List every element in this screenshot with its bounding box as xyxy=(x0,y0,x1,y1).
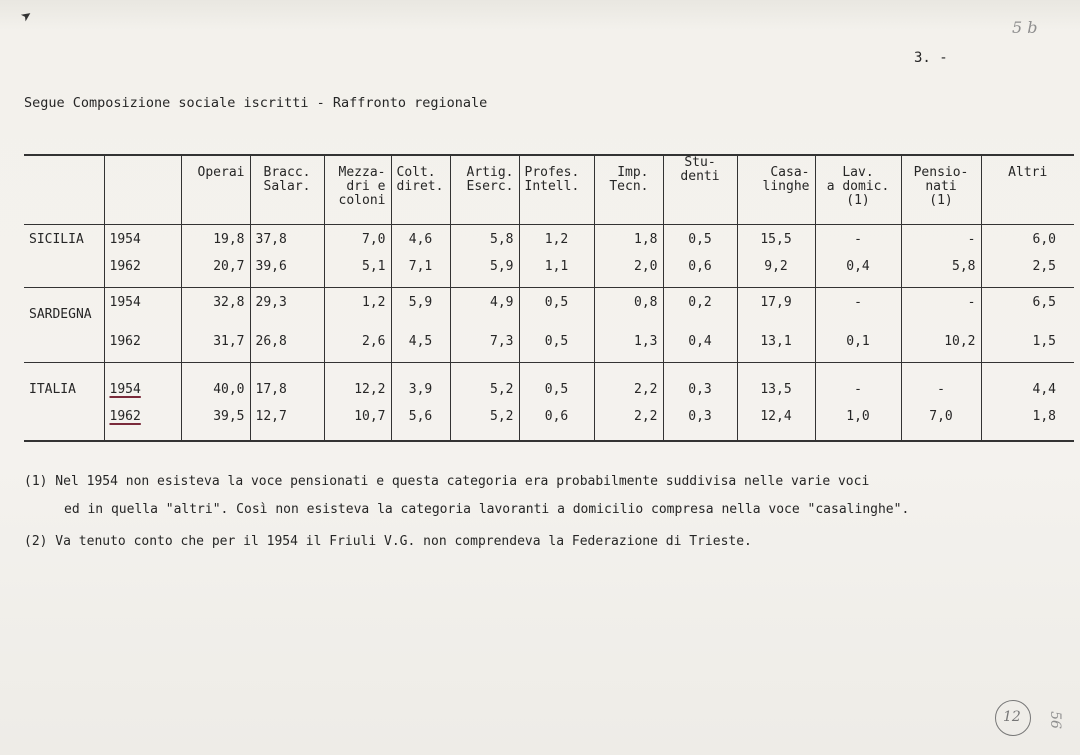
value-cell: 5,6 xyxy=(391,410,450,441)
value-cell: 0,4 xyxy=(815,260,901,288)
value-cell: 6,0 xyxy=(981,225,1074,261)
archive-stamp: 12 xyxy=(995,700,1031,736)
handwritten-page-ref: 5 b xyxy=(1012,18,1038,37)
value-cell: - xyxy=(901,288,981,336)
value-cell: 1,1 xyxy=(519,260,594,288)
header-year xyxy=(104,155,181,225)
value-cell: 2,2 xyxy=(594,410,663,441)
value-cell: 7,3 xyxy=(450,335,519,363)
value-cell: 12,4 xyxy=(737,410,815,441)
region-cell: SARDEGNA xyxy=(24,288,104,336)
header-lav: Lav. a domic. (1) xyxy=(815,155,901,225)
footnote-1-line-1: (1) Nel 1954 non esisteva la voce pensionati e questa categoria era probabilmente suddivisa nelle varie voci xyxy=(24,474,870,489)
value-cell: - xyxy=(901,225,981,261)
value-cell: 0,2 xyxy=(663,288,737,336)
year-cell: 1954 xyxy=(104,288,181,336)
value-cell: 0,6 xyxy=(519,410,594,441)
value-cell: 0,5 xyxy=(519,335,594,363)
region-cell: ITALIA xyxy=(24,363,104,411)
value-cell: 13,1 xyxy=(737,335,815,363)
value-cell: 4,4 xyxy=(981,363,1074,411)
value-cell: 4,9 xyxy=(450,288,519,336)
value-cell: 9,2 xyxy=(737,260,815,288)
header-pensionati: Pensio- nati (1) xyxy=(901,155,981,225)
header-profes: Profes. Intell. xyxy=(519,155,594,225)
value-cell: 19,8 xyxy=(181,225,250,261)
region-cell: SICILIA xyxy=(24,225,104,261)
region-cell xyxy=(24,410,104,441)
value-cell: 0,5 xyxy=(663,225,737,261)
value-cell: 12,2 xyxy=(324,363,391,411)
year-cell: 1954 xyxy=(104,363,181,411)
value-cell: 4,6 xyxy=(391,225,450,261)
value-cell: 1,0 xyxy=(815,410,901,441)
footnotes xyxy=(24,468,909,556)
value-cell: 37,8 xyxy=(250,225,324,261)
value-cell: 5,8 xyxy=(450,225,519,261)
value-cell: 1,5 xyxy=(981,335,1074,363)
value-cell: 39,6 xyxy=(250,260,324,288)
value-cell: 17,8 xyxy=(250,363,324,411)
region-cell xyxy=(24,335,104,363)
value-cell: 0,1 xyxy=(815,335,901,363)
table-row xyxy=(24,260,1074,288)
value-cell: 20,7 xyxy=(181,260,250,288)
value-cell: - xyxy=(815,363,901,411)
header-imp: Imp. Tecn. xyxy=(594,155,663,225)
table-row xyxy=(24,335,1074,363)
value-cell: 0,5 xyxy=(519,288,594,336)
value-cell: 5,2 xyxy=(450,363,519,411)
value-cell: 5,9 xyxy=(391,288,450,336)
footnote-2: (2) Va tenuto conto che per il 1954 il Friuli V.G. non comprendeva la Federazione di Trieste. xyxy=(24,534,752,549)
value-cell: 2,0 xyxy=(594,260,663,288)
value-cell: 29,3 xyxy=(250,288,324,336)
value-cell: 2,5 xyxy=(981,260,1074,288)
value-cell: 6,5 xyxy=(981,288,1074,336)
header-colt: Colt. diret. xyxy=(391,155,450,225)
value-cell: 15,5 xyxy=(737,225,815,261)
value-cell: 7,1 xyxy=(391,260,450,288)
header-row xyxy=(24,155,1074,225)
header-operai: Operai xyxy=(181,155,250,225)
page-title: Segue Composizione sociale iscritti - Raffronto regionale xyxy=(24,95,488,111)
value-cell: 0,3 xyxy=(663,363,737,411)
value-cell: 7,0 xyxy=(324,225,391,261)
value-cell: 0,6 xyxy=(663,260,737,288)
header-studenti: Stu- denti xyxy=(663,155,737,225)
value-cell: 17,9 xyxy=(737,288,815,336)
value-cell: 39,5 xyxy=(181,410,250,441)
year-cell: 1962 xyxy=(104,410,181,441)
value-cell: 12,7 xyxy=(250,410,324,441)
value-cell: 5,1 xyxy=(324,260,391,288)
year-cell: 1954 xyxy=(104,225,181,261)
value-cell: 1,2 xyxy=(519,225,594,261)
table-row xyxy=(24,410,1074,441)
value-cell: 4,5 xyxy=(391,335,450,363)
value-cell: 40,0 xyxy=(181,363,250,411)
region-cell xyxy=(24,260,104,288)
header-altri: Altri xyxy=(981,155,1074,225)
value-cell: 1,3 xyxy=(594,335,663,363)
header-artig: Artig. Eserc. xyxy=(450,155,519,225)
value-cell: 7,0 xyxy=(901,410,981,441)
value-cell: 0,4 xyxy=(663,335,737,363)
value-cell: 5,2 xyxy=(450,410,519,441)
value-cell: 10,2 xyxy=(901,335,981,363)
value-cell: 2,2 xyxy=(594,363,663,411)
footnote-1-line-2: ed in quella "altri". Così non esisteva la categoria lavoranti a domicilio compresa nella voce "casalinghe". xyxy=(64,502,910,517)
value-cell: 5,8 xyxy=(901,260,981,288)
value-cell: 0,3 xyxy=(663,410,737,441)
value-cell: - xyxy=(815,288,901,336)
table-row xyxy=(24,225,1074,261)
year-cell: 1962 xyxy=(104,335,181,363)
value-cell: 2,6 xyxy=(324,335,391,363)
table-row xyxy=(24,288,1074,336)
table-row xyxy=(24,363,1074,411)
value-cell: 0,8 xyxy=(594,288,663,336)
header-mezzadri: Mezza- dri e coloni xyxy=(324,155,391,225)
value-cell: 10,7 xyxy=(324,410,391,441)
value-cell: - xyxy=(815,225,901,261)
value-cell: 3,9 xyxy=(391,363,450,411)
value-cell: 1,2 xyxy=(324,288,391,336)
value-cell: 13,5 xyxy=(737,363,815,411)
corner-mark: ➤ xyxy=(16,4,38,29)
value-cell: 31,7 xyxy=(181,335,250,363)
value-cell: 26,8 xyxy=(250,335,324,363)
value-cell: 5,9 xyxy=(450,260,519,288)
value-cell: 0,5 xyxy=(519,363,594,411)
header-casalinghe: Casa- linghe xyxy=(737,155,815,225)
page-number: 3. - xyxy=(914,50,948,66)
header-region xyxy=(24,155,104,225)
year-cell: 1962 xyxy=(104,260,181,288)
value-cell: 1,8 xyxy=(981,410,1074,441)
value-cell: 32,8 xyxy=(181,288,250,336)
value-cell: - xyxy=(901,363,981,411)
value-cell: 1,8 xyxy=(594,225,663,261)
composition-table xyxy=(24,154,1074,442)
header-bracc: Bracc. Salar. xyxy=(250,155,324,225)
handwritten-note: 56 xyxy=(1046,711,1063,729)
